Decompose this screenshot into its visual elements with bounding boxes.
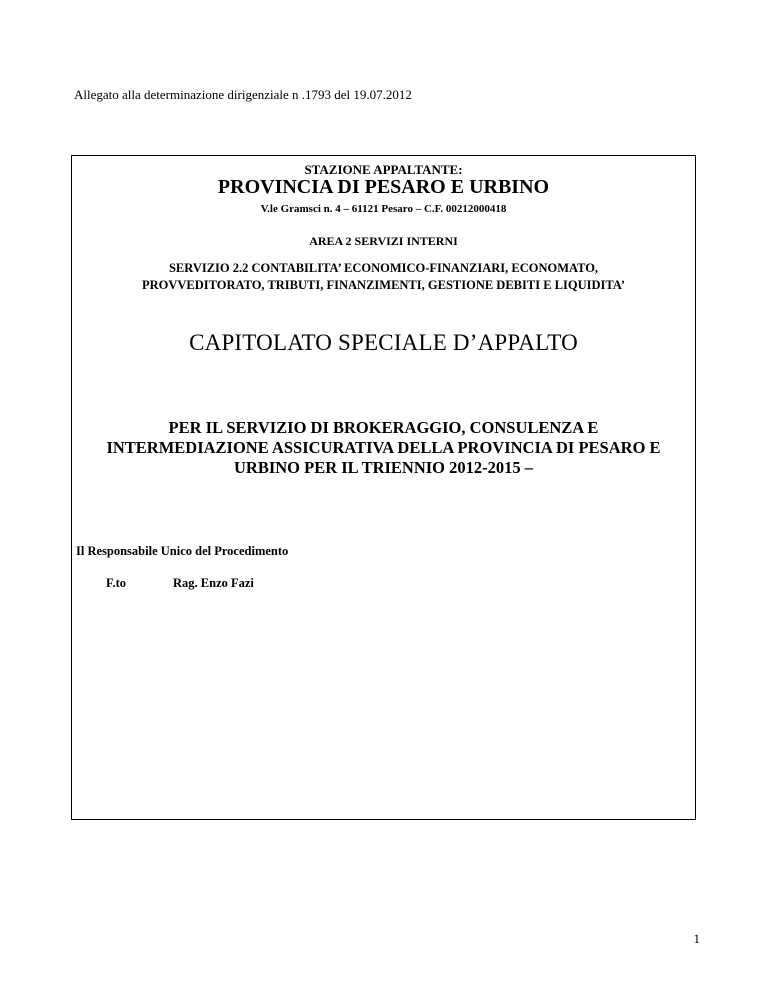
oggetto-line: INTERMEDIAZIONE ASSICURATIVA DELLA PROVINCIA DI PESARO E	[106, 438, 661, 457]
oggetto-line: PER IL SERVIZIO DI BROKERAGGIO, CONSULENZA E	[168, 418, 599, 437]
page-number: 1	[693, 931, 700, 946]
servizio-block	[72, 260, 695, 294]
oggetto-line: URBINO PER IL TRIENNIO 2012-2015 –	[233, 458, 534, 477]
signatory-name: Rag. Enzo Fazi	[173, 576, 254, 590]
header-note: Allegato alla determinazione dirigenziale n .1793 del 19.07.2012	[74, 87, 412, 102]
cover-frame	[71, 155, 696, 820]
servizio-line: SERVIZIO 2.2 CONTABILITA’ ECONOMICO-FINANZIARI, ECONOMATO,	[168, 261, 599, 275]
stazione-label: STAZIONE APPALTANTE:	[304, 162, 463, 177]
servizio-line: PROVVEDITORATO, TRIBUTI, FINANZIMENTI, GESTIONE DEBITI E LIQUIDITA’	[141, 278, 626, 292]
rup-label: Il Responsabile Unico del Procedimento	[76, 544, 289, 558]
provincia-name: PROVINCIA DI PESARO E URBINO	[217, 176, 550, 198]
signature-prefix: F.to	[106, 576, 127, 590]
document-title: CAPITOLATO SPECIALE D’APPALTO	[189, 330, 578, 355]
address: V.le Gramsci n. 4 – 61121 Pesaro – C.F. 00212000418	[260, 203, 507, 215]
area-label: AREA 2 SERVIZI INTERNI	[309, 234, 458, 248]
oggetto-block	[72, 418, 695, 478]
